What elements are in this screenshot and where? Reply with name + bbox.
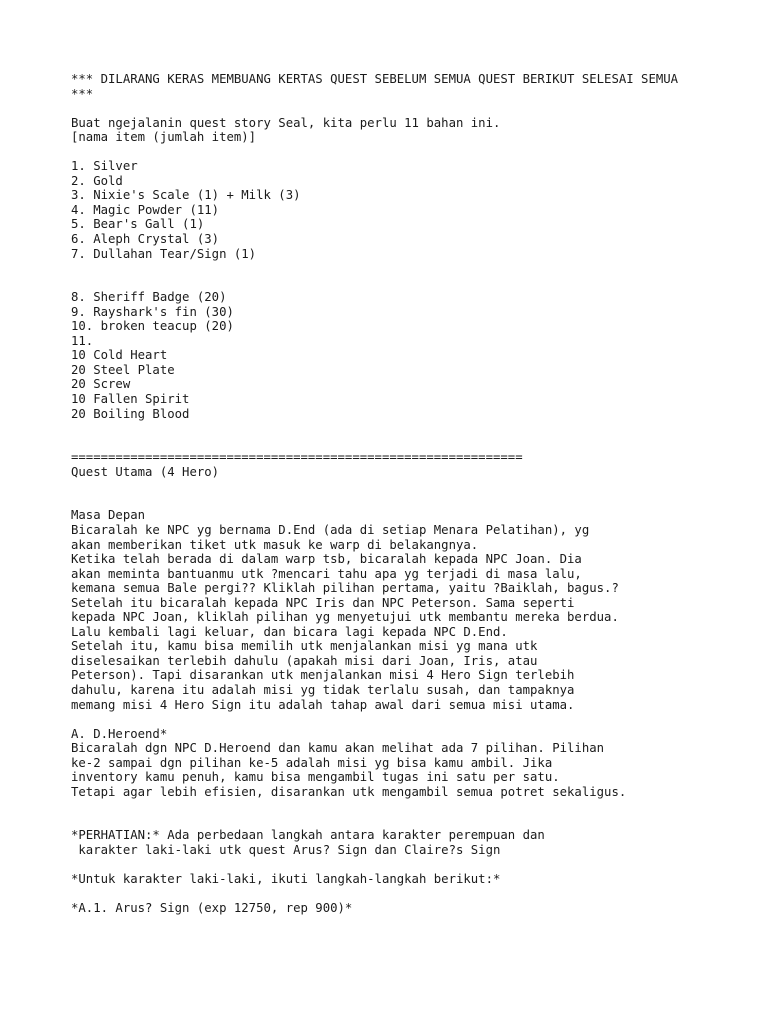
document-line <box>71 421 751 436</box>
document-line: Lalu kembali lagi keluar, dan bicara lagi kepada NPC D.End. <box>71 624 508 639</box>
document-line: dahulu, karena itu adalah misi yg tidak terlalu susah, dan tampaknya <box>71 682 575 697</box>
document-line <box>71 479 751 494</box>
document-line: Setelah itu, kamu bisa memilih utk menjalankan misi yg mana utk <box>71 639 538 654</box>
document-line: *** DILARANG KERAS MEMBUANG KERTAS QUEST SEBELUM SEMUA QUEST BERIKUT SELESAI SEMUA <box>71 72 679 86</box>
document-line: 10. broken teacup (20) <box>71 319 234 334</box>
document-line: 8. Sheriff Badge (20) <box>71 290 227 305</box>
document-line: akan meminta bantuanmu utk ?mencari tahu apa yg terjadi di masa lalu, <box>71 566 582 581</box>
document-line: 6. Aleph Crystal (3) <box>71 232 220 247</box>
document-line: memang misi 4 Hero Sign itu adalah tahap awal dari semua misi utama. <box>71 697 575 712</box>
document-line: *** <box>71 86 94 101</box>
document-line: [nama item (jumlah item)] <box>71 130 257 145</box>
document-line: Quest Utama (4 Hero) <box>71 464 220 479</box>
document-line <box>71 858 751 873</box>
document-line <box>71 145 751 160</box>
document-line: inventory kamu penuh, kamu bisa mengambil tugas ini satu per satu. <box>71 770 560 785</box>
document-line: kepada NPC Joan, kliklah pilihan yg menyetujui utk membantu mereka berdua. <box>71 610 619 625</box>
document-text <box>71 72 751 916</box>
document-line: 20 Boiling Blood <box>71 406 190 421</box>
document-line: 4. Magic Powder (11) <box>71 202 220 217</box>
document-line: diselesaikan terlebih dahulu (apakah misi dari Joan, Iris, atau <box>71 653 538 668</box>
document-line: akan memberikan tiket utk masuk ke warp di belakangnya. <box>71 537 479 552</box>
document-line: Bicaralah dgn NPC D.Heroend dan kamu akan melihat ada 7 pilihan. Pilihan <box>71 741 605 756</box>
document-line: *A.1. Arus? Sign (exp 12750, rep 900)* <box>71 901 353 916</box>
document-line <box>71 276 751 291</box>
document-line <box>71 101 751 116</box>
document-line: *Untuk karakter laki-laki, ikuti langkah-langkah berikut:* <box>71 872 501 887</box>
document-line: Bicaralah ke NPC yg bernama D.End (ada di setiap Menara Pelatihan), yg <box>71 522 590 537</box>
document-line <box>71 799 751 814</box>
document-line: 20 Steel Plate <box>71 362 175 377</box>
document-line: 5. Bear's Gall (1) <box>71 217 205 232</box>
document-line <box>71 494 751 509</box>
document-line: ============================================================= <box>71 450 523 465</box>
document-line <box>71 887 751 902</box>
document-line: kemana semua Bale pergi?? Kliklah pilihan pertama, yaitu ?Baiklah, bagus.? <box>71 581 619 596</box>
document-line: Peterson). Tapi disarankan utk menjalankan misi 4 Hero Sign terlebih <box>71 668 575 683</box>
document-line: A. D.Heroend* <box>71 726 168 741</box>
document-line <box>71 712 751 727</box>
document-line: 1. Silver <box>71 159 138 174</box>
document-line: 2. Gold <box>71 173 123 188</box>
document-line: 3. Nixie's Scale (1) + Milk (3) <box>71 188 301 203</box>
document-line: Ketika telah berada di dalam warp tsb, bicaralah kepada NPC Joan. Dia <box>71 552 582 567</box>
document-line: 10 Cold Heart <box>71 348 168 363</box>
document-line <box>71 261 751 276</box>
document-line <box>71 814 751 829</box>
document-line: *PERHATIAN:* Ada perbedaan langkah antara karakter perempuan dan <box>71 828 545 843</box>
document-line: 10 Fallen Spirit <box>71 392 190 407</box>
document-line: Tetapi agar lebih efisien, disarankan utk mengambil semua potret sekaligus. <box>71 784 627 799</box>
document-line: Setelah itu bicaralah kepada NPC Iris dan NPC Peterson. Sama seperti <box>71 595 575 610</box>
document-line: Masa Depan <box>71 508 146 523</box>
document-line: ke-2 sampai dgn pilihan ke-5 adalah misi yg bisa kamu ambil. Jika <box>71 755 553 770</box>
document-line: 9. Rayshark's fin (30) <box>71 304 234 319</box>
document-line: 7. Dullahan Tear/Sign (1) <box>71 246 257 261</box>
document-line: Buat ngejalanin quest story Seal, kita perlu 11 bahan ini. <box>71 115 501 130</box>
document-line: 20 Screw <box>71 377 131 392</box>
document-line: karakter laki-laki utk quest Arus? Sign dan Claire?s Sign <box>71 842 501 857</box>
document-line <box>71 436 751 451</box>
document-line: 11. <box>71 333 94 348</box>
